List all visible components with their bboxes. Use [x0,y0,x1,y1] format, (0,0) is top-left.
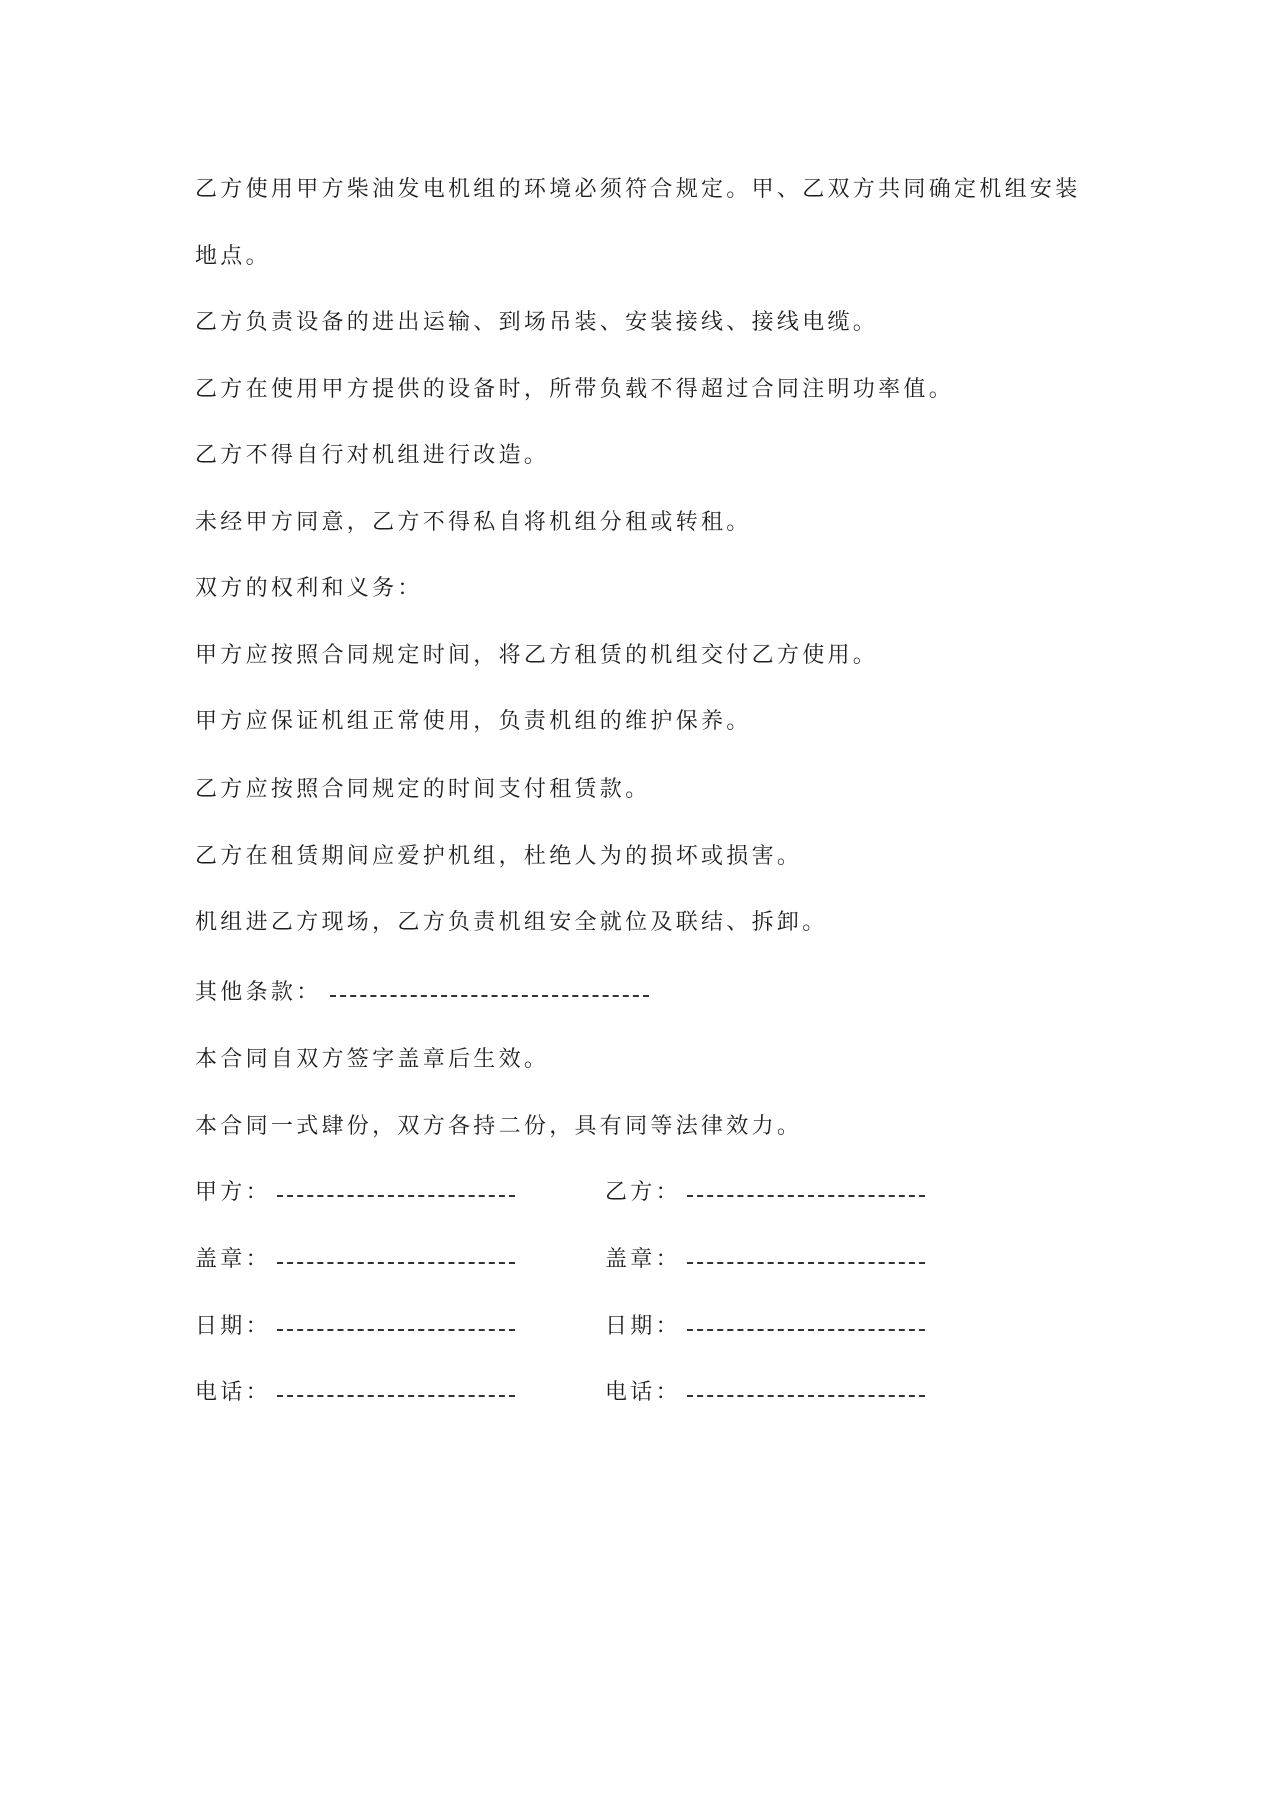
other-terms-blank-field[interactable] [330,995,649,997]
paragraph: 乙方在租赁期间应爱护机组，杜绝人为的损坏或损害。 [195,844,803,869]
party-a-name-field[interactable] [277,1195,515,1197]
party-a-phone-row [195,1379,515,1407]
party-a-date-row [195,1313,515,1341]
party-b-phone-field[interactable] [687,1395,925,1397]
party-b-date-field[interactable] [687,1329,925,1331]
party-a-seal-label: 盖章： [195,1247,271,1272]
party-b-seal-label: 盖章： [605,1247,681,1272]
paragraph: 乙方负责设备的进出运输、到场吊装、安装接线、接线电缆。 [195,310,879,335]
closing-effective-clause: 本合同自双方签字盖章后生效。 [195,1047,550,1072]
party-b-date-label: 日期： [605,1314,681,1339]
paragraph: 甲方应按照合同规定时间，将乙方租赁的机组交付乙方使用。 [195,643,879,668]
party-b-name-field[interactable] [687,1195,925,1197]
party-b-name-row [605,1179,925,1207]
party-b-phone-label: 电话： [605,1380,681,1405]
party-a-name-label: 甲方： [195,1180,271,1205]
party-a-seal-row [195,1246,515,1274]
party-a-name-row [195,1179,515,1207]
party-a-seal-field[interactable] [277,1262,515,1264]
party-b-phone-row [605,1379,925,1407]
paragraph: 乙方不得自行对机组进行改造。 [195,443,550,468]
paragraph: 乙方使用甲方柴油发电机组的环境必须符合规定。甲、乙双方共同确定机组安装 [195,177,1081,202]
paragraph: 未经甲方同意，乙方不得私自将机组分租或转租。 [195,510,752,535]
closing-copies-clause: 本合同一式肆份，双方各持二份，具有同等法律效力。 [195,1114,803,1139]
paragraph: 机组进乙方现场，乙方负责机组安全就位及联结、拆卸。 [195,910,828,935]
paragraph: 甲方应保证机组正常使用，负责机组的维护保养。 [195,709,752,734]
other-terms-label: 其他条款： [195,980,322,1005]
paragraph: 乙方在使用甲方提供的设备时，所带负载不得超过合同注明功率值。 [195,377,955,402]
section-heading-rights-obligations: 双方的权利和义务： [195,576,423,601]
paragraph: 乙方应按照合同规定的时间支付租赁款。 [195,777,651,802]
party-b-name-label: 乙方： [605,1180,681,1205]
party-a-phone-field[interactable] [277,1395,515,1397]
party-a-phone-label: 电话： [195,1380,271,1405]
party-b-date-row [605,1313,925,1341]
party-b-seal-row [605,1246,925,1274]
other-terms-row [195,979,649,1007]
party-b-seal-field[interactable] [687,1262,925,1264]
paragraph: 地点。 [195,244,271,269]
party-a-date-label: 日期： [195,1314,271,1339]
party-a-date-field[interactable] [277,1329,515,1331]
